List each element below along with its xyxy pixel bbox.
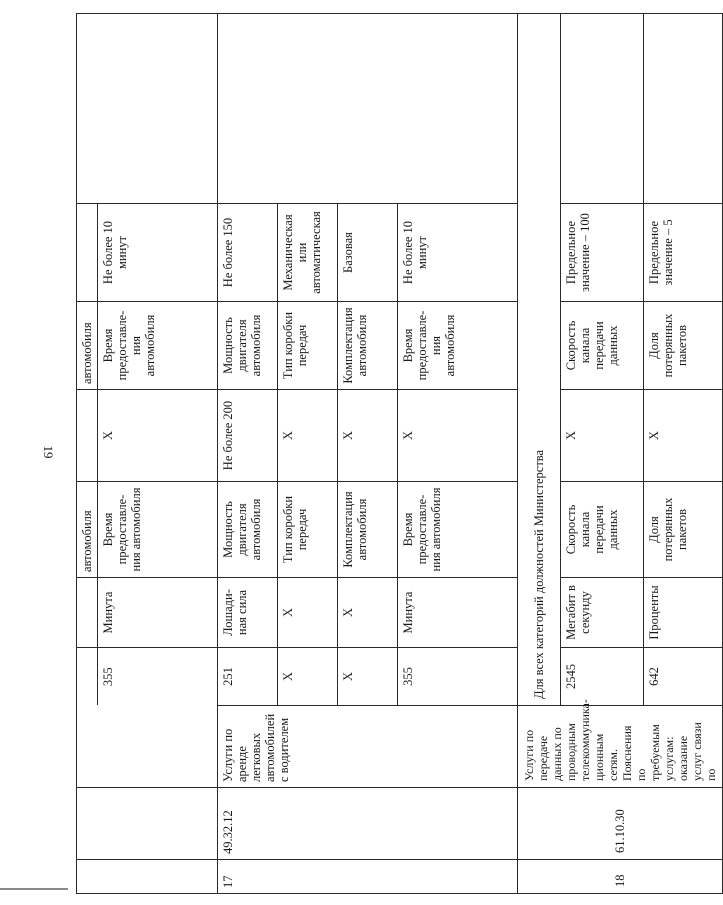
page-number: 19 [41,445,56,459]
cell-value: X [98,390,218,482]
characteristics-table [76,13,723,894]
cell-units-name: Минута [98,578,218,648]
cell-value: Предельное значение – 5 [644,204,723,302]
rotated-table-container [76,14,718,894]
cell-units-code: 251 [218,648,278,706]
cell-characteristic: Доля потерянных пакетов [644,482,723,578]
cell-units-name: Проценты [644,578,723,648]
cell-value: Не более 150 [218,204,278,302]
cell-units-name [77,578,98,648]
table-row-17 [218,14,278,894]
section-row [518,14,561,894]
cell-value: Не более 200 [218,390,278,482]
cell-no: 18 [518,860,723,894]
cell-units-name: X [278,578,338,648]
cell-characteristic: Мощность двигателя автомобиля [218,302,278,390]
cell-value: X [338,390,398,482]
cell-extra [77,14,218,204]
cell-value: Не более 10 минут [398,204,518,302]
cell-value: X [278,390,338,482]
cell-value: X [644,390,723,482]
cell-units-code: 642 [644,648,723,706]
cell-code [77,788,218,860]
cell-value [77,390,98,482]
cell-characteristic: автомобиля [77,482,98,578]
cell-units-name: Мегабит в секунду [561,578,644,648]
cell-code: 49.32.12 [218,788,518,860]
cell-name: Услуги по аренде легковых автомобилей с водителем [218,706,518,788]
cell-characteristic: Тип коробки передач [278,302,338,390]
cell-extra [218,14,518,204]
cell-characteristic: Доля потерянных пакетов [644,302,723,390]
cell-characteristic: Время предоставле-ния автомобиля [98,302,218,390]
cell-extra [644,14,723,204]
cell-characteristic: Время предоставле-ния автомобиля [98,482,218,578]
cell-characteristic: Скорость канала передачи данных [561,302,644,390]
cell-characteristic: Время предоставле-ния автомобиля [398,482,518,578]
cell-value: Не более 10 минут [98,204,218,302]
cell-characteristic: автомобиля [77,302,98,390]
cell-name: Услуги по передаче данных по проводным телекоммуника-ционным сетям. Пояснения по требуемым услугам: оказание услуг связи по [518,706,723,788]
cell-units-name: X [338,578,398,648]
section-heading: Для всех категорий должностей Министерства [518,14,561,706]
cell-characteristic: Тип коробки передач [278,482,338,578]
table-row [77,14,98,894]
cell-units-code: X [338,648,398,706]
cell-characteristic: Мощность двигателя автомобиля [218,482,278,578]
cell-no [77,860,218,894]
cell-value: X [398,390,518,482]
cell-characteristic: Время предоставле-ния автомобиля [398,302,518,390]
cell-units-code [77,648,98,706]
cell-units-code: 2545 [561,648,644,706]
cell-units-code: X [278,648,338,706]
cell-value [77,204,98,302]
cell-units-code: 355 [398,648,518,706]
cell-characteristic: Комплектация автомобиля [338,482,398,578]
cell-units-name: Лошади-ная сила [218,578,278,648]
cell-value: Базовая [338,204,398,302]
cell-no: 17 [218,860,518,894]
cell-characteristic: Комплектация автомобиля [338,302,398,390]
cell-units-name: Минута [398,578,518,648]
scan-edge-mark [0,888,68,890]
cell-value: X [561,390,644,482]
cell-characteristic: Скорость канала передачи данных [561,482,644,578]
cell-code: 61.10.30 [518,788,723,860]
cell-extra [561,14,644,204]
cell-value: Механическая или автоматическая [278,204,338,302]
cell-units-code: 355 [98,648,218,706]
cell-value: Предельное значение – 100 [561,204,644,302]
cell-name [77,706,218,788]
